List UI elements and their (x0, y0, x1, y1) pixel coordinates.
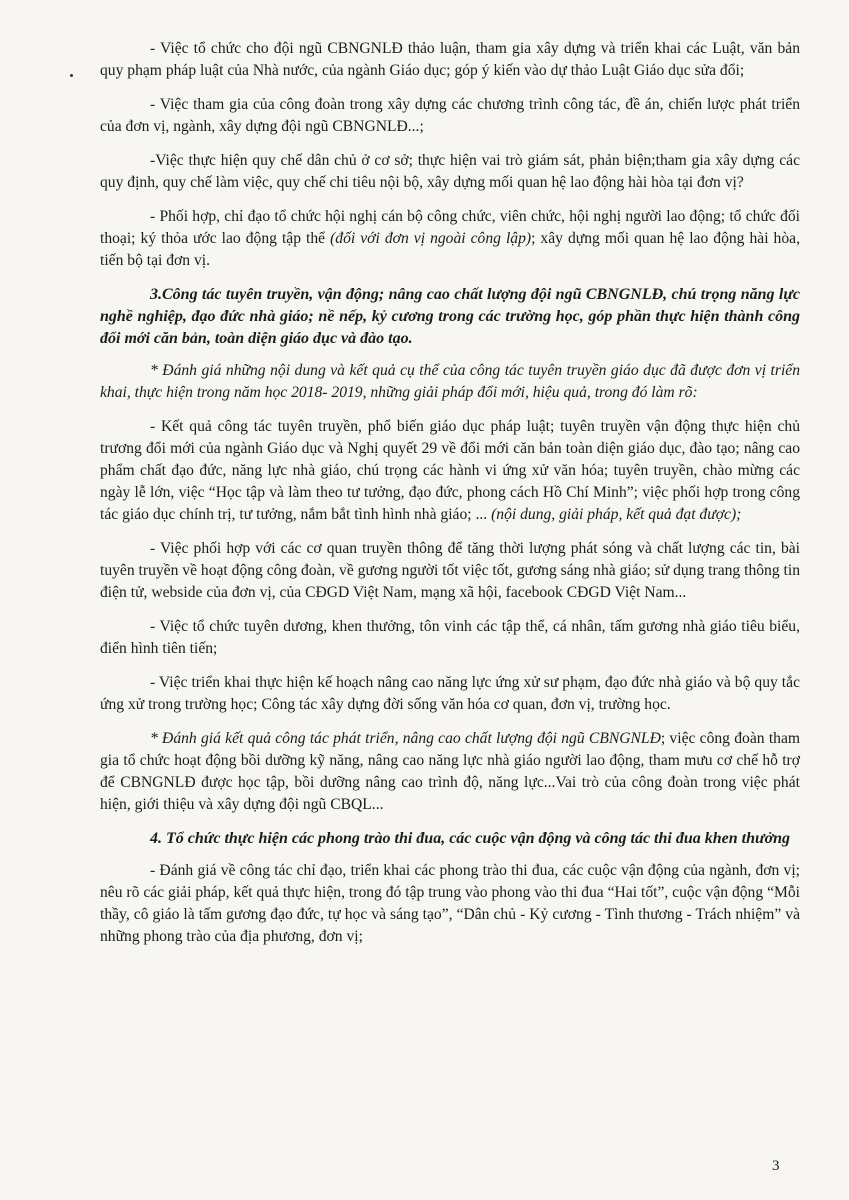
body-paragraph (100, 206, 800, 272)
italic-note: (đối với đơn vị ngoài công lập) (330, 230, 532, 247)
body-paragraph (100, 416, 800, 526)
paragraph-text: -Việc thực hiện quy chế dân chủ ở cơ sở; thực hiện vai trò giám sát, phản biện;tham gia xây dựng các quy định, quy chế làm việc, quy chế chi tiêu nội bộ, xây dựng mối quan hệ lao động hài hòa tại đơn vị? (100, 152, 800, 191)
paragraph-text: - Việc tổ chức cho đội ngũ CBNGNLĐ thảo luận, tham gia xây dựng và triển khai các Luật, văn bản quy phạm pháp luật của Nhà nước, của ngành Giáo dục; góp ý kiến vào dự thảo Luật Giáo dục sửa đổi; (100, 40, 800, 79)
body-paragraph (100, 94, 800, 138)
italic-note: (nội dung, giải pháp, kết quả đạt được); (491, 506, 742, 523)
paragraph-text: - Việc tham gia của công đoàn trong xây dựng các chương trình công tác, đề án, chiến lược phát triển của đơn vị, ngành, xây dựng đội ngũ CBNGNLĐ...; (100, 96, 800, 135)
section-heading (100, 828, 800, 850)
paragraph-text: - Phối hợp, chỉ đạo tổ chức hội nghị cán bộ công chức, viên chức, hội nghị người lao động; tổ chức đối thoại; ký thỏa ước lao động tập thể (100, 208, 800, 247)
document-body (100, 38, 800, 960)
body-paragraph (100, 360, 800, 404)
paragraph-text: - Việc tổ chức tuyên dương, khen thưởng, tôn vinh các tập thể, cá nhân, tấm gương nhà giáo tiêu biểu, điển hình tiên tiến; (100, 618, 800, 657)
scan-speck (70, 74, 73, 77)
body-paragraph (100, 860, 800, 948)
paragraph-text: ; việc công đoàn tham gia tổ chức hoạt động bồi dưỡng kỹ năng, nâng cao năng lực nhà giáo người lao động, tham mưu cơ chế hỗ trợ để CBNGNLĐ được học tập, bồi dưỡng nâng cao trình độ, năng lực...Vai trò của công đoàn trong việc phát hiện, giới thiệu và xây dựng đội ngũ CBQL... (100, 730, 800, 813)
body-paragraph (100, 728, 800, 816)
italic-lead: * Đánh giá kết quả công tác phát triển, nâng cao chất lượng đội ngũ CBNGNLĐ (150, 730, 661, 747)
body-paragraph (100, 672, 800, 716)
body-paragraph (100, 38, 800, 82)
paragraph-text: * Đánh giá những nội dung và kết quả cụ thể của công tác tuyên truyền giáo dục đã được đơn vị triển khai, thực hiện trong năm học 2018- 2019, những giải pháp đổi mới, hiệu quả, trong đó làm rõ: (100, 362, 800, 401)
section-heading-text: 3.Công tác tuyên truyền, vận động; nâng cao chất lượng đội ngũ CBNGNLĐ, chú trọng năng lực nghề nghiệp, đạo đức nhà giáo; nề nếp, kỷ cương trong các trường học, góp phần thực hiện thành công đổi mới căn bản, toàn diện giáo dục và đào tạo. (100, 286, 800, 347)
page-number: 3 (772, 1158, 780, 1174)
paragraph-tail: ; xây dựng mối quan hệ lao động hài hòa, tiến bộ tại đơn vị. (100, 230, 800, 269)
paragraph-text: - Việc triển khai thực hiện kế hoạch nâng cao năng lực ứng xử sư phạm, đạo đức nhà giáo và bộ quy tắc ứng xử trong trường học; Công tác xây dựng đời sống văn hóa cơ quan, đơn vị, trường học. (100, 674, 800, 713)
paragraph-text: - Kết quả công tác tuyên truyền, phổ biến giáo dục pháp luật; tuyên truyền vận động thực hiện chủ trương đổi mới của ngành Giáo dục và Nghị quyết 29 về đổi mới căn bản toàn diện giáo dục, đào tạo; nâng cao phẩm chất đạo đức, năng lực nhà giáo, chú trọng các hành vi ứng xử văn hóa; tuyên truyền, chào mừng các ngày lễ lớn, việc “Học tập và làm theo tư tưởng, đạo đức, phong cách Hồ Chí Minh”; việc phối hợp trong công tác giáo dục chính trị, tư tưởng, nắm bắt tình hình nhà giáo; ... (100, 418, 800, 523)
paragraph-text: - Đánh giá về công tác chỉ đạo, triển khai các phong trào thi đua, các cuộc vận động của ngành, đơn vị; nêu rõ các giải pháp, kết quả thực hiện, trong đó tập trung vào phong vào thi đua “Hai tốt”, cuộc vận động “Mỗi thầy, cô giáo là tấm gương đạo đức, tự học và sáng tạo”, “Dân chủ - Kỷ cương - Tình thương - Trách nhiệm” và những phong trào của địa phương, đơn vị; (100, 862, 800, 945)
body-paragraph (100, 616, 800, 660)
section-heading-text: 4. Tổ chức thực hiện các phong trào thi đua, các cuộc vận động và công tác thi đua khen thưởng (150, 830, 791, 847)
paragraph-text: - Việc phối hợp với các cơ quan truyền thông để tăng thời lượng phát sóng và chất lượng các tin, bài tuyên truyền về hoạt động công đoàn, về gương người tốt việc tốt, gương sáng nhà giáo; sử dụng trang thông tin điện tử, webside của đơn vị, của CĐGD Việt Nam, mạng xã hội, facebook CĐGD Việt Nam... (100, 540, 800, 601)
body-paragraph (100, 538, 800, 604)
section-heading (100, 284, 800, 350)
body-paragraph (100, 150, 800, 194)
